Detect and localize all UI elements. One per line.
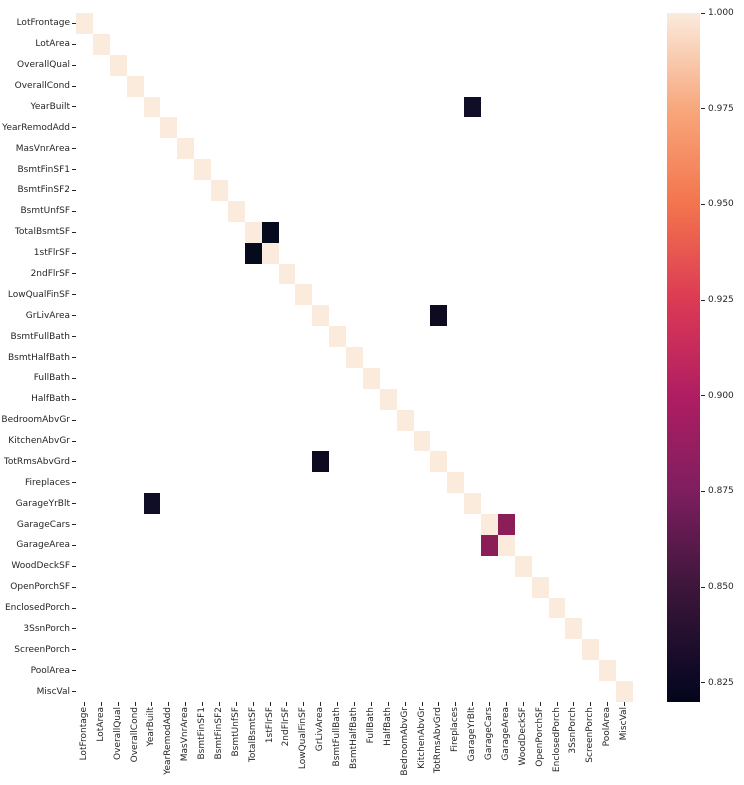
x-tick-label: GarageYrBlt	[467, 707, 478, 762]
y-tick-label: YearBuilt	[30, 101, 70, 112]
x-tick-mark	[624, 702, 625, 706]
cell-HalfBath-HalfBath	[380, 389, 397, 410]
cell-GarageYrBlt-YearBuilt	[144, 493, 161, 514]
y-tick-mark	[72, 545, 76, 546]
x-tick-mark	[422, 702, 423, 706]
colorbar-tick-mark	[701, 13, 705, 14]
x-tick-mark	[202, 702, 203, 706]
colorbar-tick-label: 0.850	[708, 582, 734, 593]
y-tick-label: GarageArea	[16, 540, 70, 551]
cell-1stFlrSF-TotalBsmtSF	[245, 243, 262, 264]
cell-LotFrontage-LotFrontage	[76, 13, 93, 34]
y-tick-mark	[72, 169, 76, 170]
y-tick-mark	[72, 524, 76, 525]
cell-GarageArea-GarageArea	[498, 535, 515, 556]
y-tick-mark	[72, 503, 76, 504]
x-tick-mark	[253, 702, 254, 706]
x-tick-label: WoodDeckSF	[517, 707, 528, 766]
x-tick-mark	[168, 702, 169, 706]
x-tick-label: EnclosedPorch	[551, 707, 562, 773]
cell-3SsnPorch-3SsnPorch	[565, 618, 582, 639]
y-tick-mark	[72, 315, 76, 316]
x-tick-mark	[118, 702, 119, 706]
x-tick-label: GarageArea	[500, 707, 511, 761]
colorbar-tick-label: 1.000	[708, 8, 734, 18]
colorbar-tick-label: 0.900	[708, 390, 734, 401]
y-tick-mark	[72, 691, 76, 692]
y-tick-label: KitchenAbvGr	[8, 436, 70, 446]
y-tick-label: OverallCond	[14, 81, 70, 92]
x-tick-label: OverallQual	[112, 707, 123, 760]
x-tick-label: HalfBath	[382, 707, 393, 746]
cell-WoodDeckSF-WoodDeckSF	[515, 556, 532, 577]
colorbar	[667, 13, 700, 702]
x-tick-label: Fireplaces	[450, 707, 461, 752]
x-tick-mark	[489, 702, 490, 706]
y-tick-label: OverallQual	[17, 60, 70, 71]
x-tick-label: OpenPorchSF	[534, 707, 545, 767]
cell-YearRemodAdd-YearRemodAdd	[160, 117, 177, 138]
cell-TotRmsAbvGrd-TotRmsAbvGrd	[430, 451, 447, 472]
y-tick-label: BsmtFinSF2	[17, 185, 70, 196]
cell-OpenPorchSF-OpenPorchSF	[532, 577, 549, 598]
x-tick-mark	[590, 702, 591, 706]
y-tick-label: BsmtFinSF1	[17, 164, 70, 175]
y-tick-label: GarageCars	[16, 519, 70, 530]
x-tick-mark	[405, 702, 406, 706]
y-tick-mark	[72, 649, 76, 650]
y-tick-label: GarageYrBlt	[15, 498, 70, 509]
y-tick-mark	[72, 461, 76, 462]
x-tick-label: BsmtHalfBath	[349, 707, 359, 770]
x-tick-label: ScreenPorch	[585, 707, 596, 763]
cell-BsmtFinSF2-BsmtFinSF2	[211, 180, 228, 201]
y-tick-mark	[72, 482, 76, 483]
y-tick-label: OpenPorchSF	[10, 582, 70, 593]
x-tick-mark	[286, 702, 287, 706]
cell-GarageYrBlt-GarageYrBlt	[464, 493, 481, 514]
colorbar-tick-mark	[701, 108, 705, 109]
x-tick-label: BsmtFinSF1	[197, 707, 208, 760]
x-tick-label: PoolArea	[602, 707, 613, 747]
x-tick-label: MiscVal	[619, 707, 630, 741]
y-tick-label: ScreenPorch	[14, 644, 70, 655]
cell-BsmtHalfBath-BsmtHalfBath	[346, 347, 363, 368]
cell-EnclosedPorch-EnclosedPorch	[549, 598, 566, 619]
x-tick-label: MasVnrArea	[180, 707, 191, 762]
x-tick-mark	[135, 702, 136, 706]
y-tick-label: YearRemodAdd	[2, 122, 70, 133]
cell-TotalBsmtSF-1stFlrSF	[262, 222, 279, 243]
y-tick-mark	[72, 378, 76, 379]
x-tick-label: YearBuilt	[146, 707, 157, 747]
cell-GarageCars-GarageArea	[498, 514, 515, 535]
x-tick-mark	[607, 702, 608, 706]
y-tick-mark	[72, 273, 76, 274]
x-tick-mark	[320, 702, 321, 706]
cell-YearBuilt-YearBuilt	[144, 97, 161, 118]
x-tick-mark	[303, 702, 304, 706]
x-tick-label: GarageCars	[484, 707, 495, 761]
y-tick-mark	[72, 420, 76, 421]
x-tick-mark	[84, 702, 85, 706]
y-tick-label: MasVnrArea	[15, 143, 70, 154]
x-tick-mark	[354, 702, 355, 706]
x-tick-mark	[388, 702, 389, 706]
y-tick-mark	[72, 253, 76, 254]
cell-GarageCars-GarageCars	[481, 514, 498, 535]
y-tick-mark	[72, 23, 76, 24]
colorbar-tick-mark	[701, 491, 705, 492]
x-tick-label: BedroomAbvGr	[399, 707, 410, 776]
cell-MasVnrArea-MasVnrArea	[177, 138, 194, 159]
y-tick-label: 3SsnPorch	[23, 623, 70, 634]
x-tick-mark	[185, 702, 186, 706]
y-tick-mark	[72, 127, 76, 128]
y-tick-mark	[72, 357, 76, 358]
x-tick-label: TotRmsAbvGrd	[433, 707, 444, 774]
y-tick-label: BedroomAbvGr	[1, 415, 70, 426]
y-tick-label: 1stFlrSF	[33, 248, 70, 259]
x-tick-label: LowQualFinSF	[298, 707, 309, 770]
x-tick-mark	[557, 702, 558, 706]
colorbar-tick-mark	[701, 682, 705, 683]
cell-Fireplaces-Fireplaces	[447, 472, 464, 493]
x-tick-mark	[219, 702, 220, 706]
y-tick-mark	[72, 190, 76, 191]
y-tick-mark	[72, 232, 76, 233]
x-tick-label: FullBath	[365, 707, 376, 744]
y-tick-label: FullBath	[33, 373, 70, 384]
y-tick-label: WoodDeckSF	[11, 561, 70, 572]
x-tick-label: BsmtUnfSF	[230, 707, 241, 757]
colorbar-tick-label: 0.925	[708, 295, 734, 306]
x-tick-mark	[472, 702, 473, 706]
y-tick-mark	[72, 65, 76, 66]
y-tick-label: BsmtHalfBath	[7, 352, 70, 363]
cell-GrLivArea-TotRmsAbvGrd	[430, 305, 447, 326]
cell-KitchenAbvGr-KitchenAbvGr	[414, 431, 431, 452]
cell-BsmtUnfSF-BsmtUnfSF	[228, 201, 245, 222]
x-tick-mark	[540, 702, 541, 706]
x-tick-mark	[573, 702, 574, 706]
y-tick-label: LotArea	[35, 39, 70, 50]
colorbar-tick-mark	[701, 204, 705, 205]
y-tick-mark	[72, 106, 76, 107]
cell-2ndFlrSF-2ndFlrSF	[279, 264, 296, 285]
cell-MiscVal-MiscVal	[616, 681, 633, 702]
colorbar-tick-label: 0.825	[708, 677, 734, 688]
cell-YearBuilt-GarageYrBlt	[464, 97, 481, 118]
y-tick-mark	[72, 670, 76, 671]
cell-TotalBsmtSF-TotalBsmtSF	[245, 222, 262, 243]
cell-BsmtFullBath-BsmtFullBath	[329, 326, 346, 347]
cell-PoolArea-PoolArea	[599, 660, 616, 681]
cell-OverallQual-OverallQual	[110, 55, 127, 76]
x-tick-label: YearRemodAdd	[163, 707, 174, 775]
y-tick-label: 2ndFlrSF	[30, 268, 70, 279]
y-tick-label: BsmtUnfSF	[20, 206, 70, 217]
x-tick-mark	[371, 702, 372, 706]
y-tick-mark	[72, 587, 76, 588]
y-tick-label: Fireplaces	[25, 477, 70, 488]
cell-ScreenPorch-ScreenPorch	[582, 639, 599, 660]
cell-GarageArea-GarageCars	[481, 535, 498, 556]
y-tick-label: LowQualFinSF	[7, 289, 70, 300]
x-tick-label: GrLivArea	[315, 707, 326, 752]
x-tick-label: 1stFlrSF	[264, 707, 275, 744]
x-tick-label: KitchenAbvGr	[416, 707, 427, 769]
y-tick-label: GrLivArea	[25, 310, 70, 321]
y-tick-mark	[72, 399, 76, 400]
x-tick-mark	[523, 702, 524, 706]
y-tick-mark	[72, 608, 76, 609]
y-tick-mark	[72, 294, 76, 295]
y-tick-label: BsmtFullBath	[10, 331, 70, 342]
y-tick-label: PoolArea	[30, 665, 70, 676]
x-tick-mark	[236, 702, 237, 706]
colorbar-tick-mark	[701, 395, 705, 396]
colorbar-tick-mark	[701, 587, 705, 588]
y-tick-label: TotRmsAbvGrd	[3, 456, 70, 467]
x-tick-mark	[455, 702, 456, 706]
y-tick-label: EnclosedPorch	[4, 603, 70, 614]
x-tick-mark	[337, 702, 338, 706]
x-tick-label: BsmtFullBath	[332, 707, 343, 767]
cell-LowQualFinSF-LowQualFinSF	[295, 284, 312, 305]
x-tick-mark	[101, 702, 102, 706]
x-tick-label: 2ndFlrSF	[281, 707, 292, 747]
cell-BedroomAbvGr-BedroomAbvGr	[397, 410, 414, 431]
x-tick-mark	[151, 702, 152, 706]
cell-TotRmsAbvGrd-GrLivArea	[312, 451, 329, 472]
cell-OverallCond-OverallCond	[127, 76, 144, 97]
x-tick-label: TotalBsmtSF	[247, 707, 258, 763]
x-tick-label: LotFrontage	[78, 707, 89, 761]
y-tick-label: LotFrontage	[16, 18, 70, 29]
x-tick-label: BsmtFinSF2	[213, 707, 224, 760]
cell-BsmtFinSF1-BsmtFinSF1	[194, 159, 211, 180]
y-tick-mark	[72, 628, 76, 629]
colorbar-tick-label: 0.875	[708, 486, 734, 497]
x-tick-label: LotArea	[95, 707, 106, 742]
y-tick-mark	[72, 44, 76, 45]
x-tick-mark	[270, 702, 271, 706]
y-tick-label: MiscVal	[36, 686, 70, 697]
colorbar-tick-label: 0.950	[708, 199, 734, 210]
cell-GrLivArea-GrLivArea	[312, 305, 329, 326]
cell-1stFlrSF-1stFlrSF	[262, 243, 279, 264]
heatmap-plot-area	[76, 13, 633, 702]
cell-LotArea-LotArea	[93, 34, 110, 55]
x-tick-mark	[438, 702, 439, 706]
x-tick-label: OverallCond	[129, 707, 140, 763]
y-tick-label: HalfBath	[31, 394, 70, 405]
colorbar-tick-mark	[701, 300, 705, 301]
y-tick-mark	[72, 211, 76, 212]
y-tick-mark	[72, 441, 76, 442]
x-tick-label: 3SsnPorch	[568, 707, 579, 754]
cell-FullBath-FullBath	[363, 368, 380, 389]
x-tick-mark	[506, 702, 507, 706]
y-tick-mark	[72, 566, 76, 567]
y-tick-mark	[72, 336, 76, 337]
colorbar-tick-label: 0.975	[708, 103, 734, 114]
y-tick-mark	[72, 148, 76, 149]
y-tick-label: TotalBsmtSF	[14, 227, 70, 238]
y-tick-mark	[72, 86, 76, 87]
